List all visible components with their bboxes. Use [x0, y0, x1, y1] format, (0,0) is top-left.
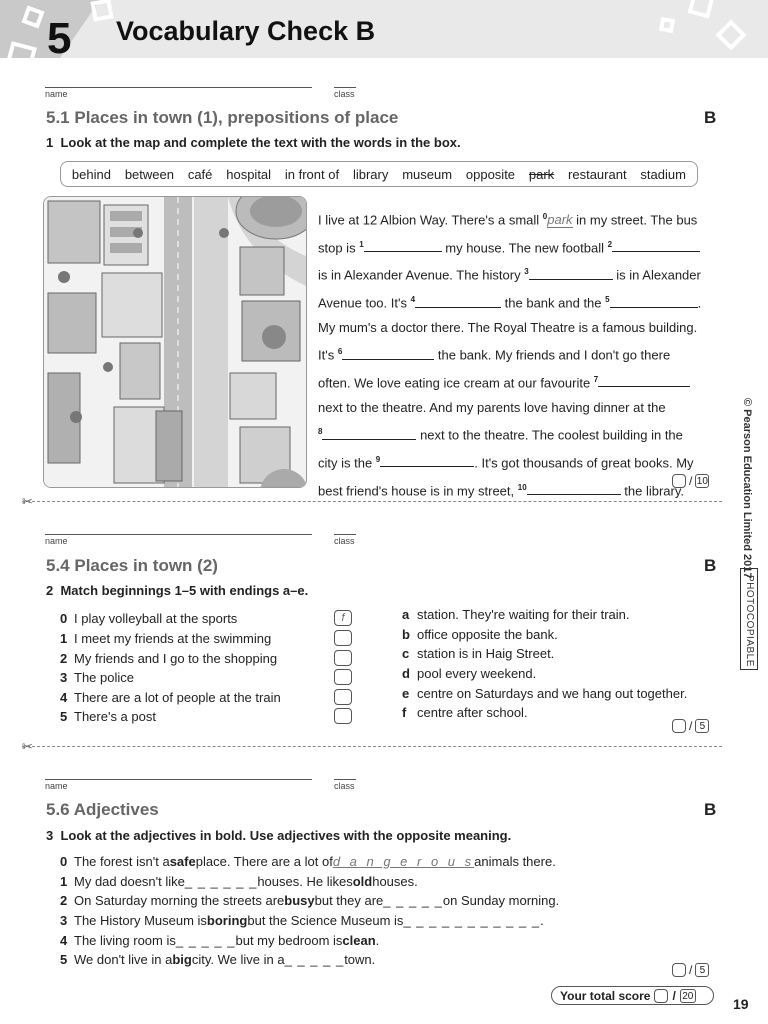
answer-blank-6[interactable]	[342, 348, 434, 360]
total-score-box[interactable]	[654, 989, 668, 1003]
text-line: $^8$ next to the theatre. The coolest building in the	[318, 427, 683, 443]
name-label: name	[45, 89, 68, 99]
match-beginning: 1 I meet my friends at the swimming	[60, 630, 272, 646]
scissors-icon: ✂	[22, 739, 33, 754]
text-line: best friend's house is in my street, $^{10}$ the library.	[318, 482, 684, 499]
word: museum	[402, 166, 453, 182]
total-score: Your total score / 20	[551, 986, 714, 1005]
answer-blank-2[interactable]	[612, 240, 700, 252]
example-answer: park	[547, 212, 573, 228]
answer-box-2[interactable]	[334, 650, 352, 666]
unit-number: 5	[47, 14, 72, 58]
copyright-notice: © Pearson Education Limited 2017	[741, 398, 753, 579]
answer-box-5[interactable]	[334, 708, 352, 724]
text-line: next to the theatre. And my parents love having dinner at the	[318, 399, 666, 415]
match-beginning: 3 The police	[60, 669, 134, 685]
scissors-icon: ✂	[22, 494, 33, 509]
word: behind	[71, 166, 111, 182]
match-beginning: 4 There are a lot of people at the train	[60, 689, 281, 705]
section-score: / 10	[672, 474, 709, 488]
instruction: 2 Match beginnings 1–5 with endings a–e.	[46, 583, 309, 598]
adjective-item: 3 The History Museum is boring but the Science Museum is _ _ _ _ _ _ _ _ _ _ _ .	[60, 912, 544, 928]
section-title: 5.4 Places in town (2)	[46, 556, 218, 575]
adjective-item: 1 My dad doesn't like _ _ _ _ _ _ houses. He likes old houses.	[60, 873, 418, 889]
gap-fill-text	[318, 205, 718, 503]
answer-box-3[interactable]	[334, 669, 352, 685]
name-label: name	[45, 536, 68, 546]
decor-square	[715, 19, 746, 50]
name-class-line	[45, 534, 355, 546]
match-beginning: 5 There's a post	[60, 708, 156, 724]
word: café	[187, 166, 213, 182]
answer-blank-1[interactable]	[364, 240, 442, 252]
answer-blank[interactable]: _ _ _ _ _	[383, 892, 443, 908]
map-illustration	[44, 197, 307, 488]
match-ending: a station. They're waiting for their train.	[402, 606, 630, 622]
text-line: It's $^6$ the bank. My friends and I don't go there	[318, 347, 671, 363]
instruction: 3 Look at the adjectives in bold. Use adjectives with the opposite meaning.	[46, 828, 512, 843]
name-class-line	[45, 87, 355, 99]
page-title: Vocabulary Check B	[116, 16, 376, 46]
answer-box-example: f	[334, 610, 352, 626]
adjective-item: 0 The forest isn't a safe place. There are a lot of d a n g e r o u s animals there.	[60, 853, 556, 869]
match-beginning: 0 I play volleyball at the sports	[60, 610, 238, 626]
version-label: B	[704, 800, 717, 819]
answer-blank-9[interactable]	[380, 455, 474, 467]
town-map	[43, 196, 307, 488]
answer-blank-4[interactable]	[415, 296, 501, 308]
answer-blank-8[interactable]	[322, 428, 416, 440]
text-line: city is the $^9$ . It's got thousands of great books. My	[318, 454, 694, 471]
match-ending: b office opposite the bank.	[402, 626, 558, 642]
section-title: 5.1 Places in town (1), prepositions of place	[46, 108, 399, 127]
word: library	[352, 166, 389, 182]
adjective-item: 5 We don't live in a big city. We live in a _ _ _ _ _ town.	[60, 951, 376, 967]
text-line: is in Alexander Avenue. The history $^3$ is in Alexander	[318, 267, 701, 283]
word-struck: park	[528, 166, 555, 182]
class-label: class	[334, 781, 355, 791]
score-box[interactable]	[672, 963, 686, 977]
score-box[interactable]	[672, 474, 686, 488]
instruction: 1 Look at the map and complete the text with the words in the box.	[46, 135, 461, 150]
cut-line	[22, 746, 722, 747]
answer-blank-10[interactable]	[527, 483, 621, 495]
answer-blank[interactable]: _ _ _ _ _	[284, 951, 345, 967]
name-class-line	[45, 779, 355, 791]
answer-blank[interactable]: _ _ _ _ _ _	[184, 873, 258, 889]
adjective-item: 4 The living room is _ _ _ _ _ but my bedroom is clean .	[60, 932, 380, 948]
answer-blank-5[interactable]	[610, 296, 698, 308]
decor-square	[659, 17, 675, 33]
answer-blank[interactable]: _ _ _ _ _	[175, 932, 236, 948]
cut-line	[22, 501, 722, 502]
section-score: / 5	[672, 963, 709, 977]
answer-blank-7[interactable]	[598, 375, 690, 387]
word: between	[124, 166, 174, 182]
match-ending: c station is in Haig Street.	[402, 645, 555, 661]
example-answer: d a n g e r o u s	[332, 853, 475, 869]
class-label: class	[334, 536, 355, 546]
section-score: / 5	[672, 719, 709, 733]
word: in front of	[284, 166, 340, 182]
score-box[interactable]	[672, 719, 686, 733]
match-ending: e centre on Saturdays and we hang out together.	[402, 685, 688, 701]
decor-square	[688, 0, 715, 18]
name-label: name	[45, 781, 68, 791]
version-label: B	[704, 108, 717, 127]
word-box	[60, 161, 698, 187]
text-line: Avenue too. It's $^4$ the bank and the $^5$ .	[318, 295, 702, 311]
answer-blank[interactable]: _ _ _ _ _ _ _ _ _ _ _	[403, 912, 541, 928]
word: hospital	[226, 166, 272, 182]
text-line: often. We love eating ice cream at our favourite $^7$	[318, 368, 718, 396]
answer-box-4[interactable]	[334, 689, 352, 705]
match-ending: d pool every weekend.	[402, 665, 537, 681]
decor-square	[90, 0, 113, 22]
word: restaurant	[568, 166, 627, 182]
answer-box-1[interactable]	[334, 630, 352, 646]
match-ending: f centre after school.	[402, 704, 528, 720]
class-label: class	[334, 89, 355, 99]
match-beginning: 2 My friends and I go to the shopping	[60, 650, 278, 666]
page-number: 19	[733, 996, 749, 1012]
text-line: My mum's a doctor there. The Royal Theatre is a famous building.	[318, 319, 698, 335]
page-header	[0, 0, 768, 58]
section-title: 5.6 Adjectives	[46, 800, 159, 819]
word: opposite	[465, 166, 516, 182]
photocopiable-label: PHOTOCOPIABLE	[740, 568, 758, 670]
adjective-item: 2 On Saturday morning the streets are busy but they are _ _ _ _ _ on Sunday morning.	[60, 892, 560, 908]
answer-blank-3[interactable]	[529, 268, 613, 280]
text-line: I live at 12 Albion Way. There's a small $^0$park in my street. The bus	[318, 212, 698, 228]
word: stadium	[640, 166, 686, 182]
text-line: stop is $^1$ my house. The new football $^2$	[318, 233, 718, 261]
version-label: B	[704, 556, 717, 575]
